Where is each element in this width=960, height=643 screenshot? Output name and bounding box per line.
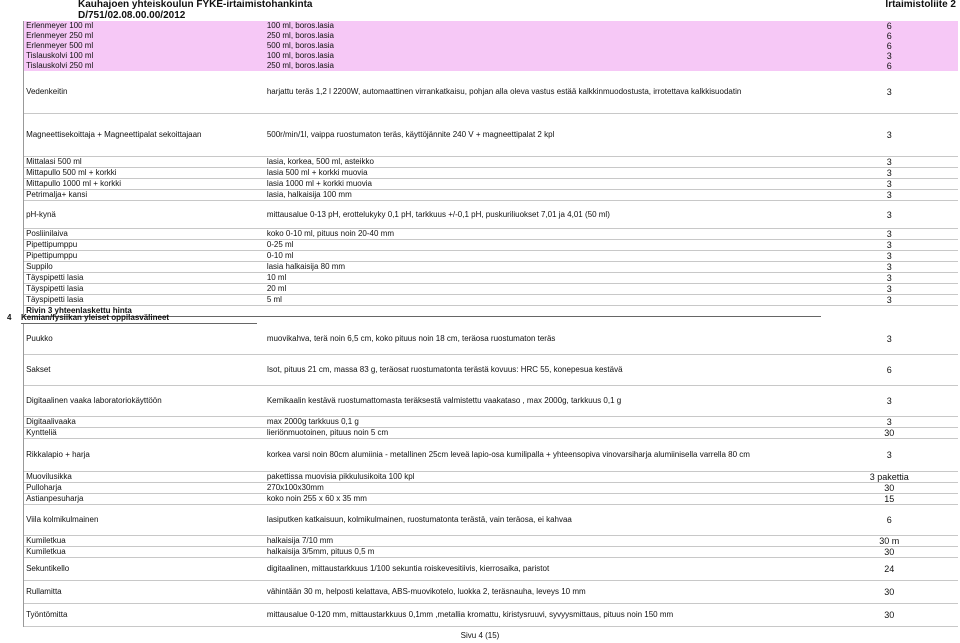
row-gutter	[0, 505, 24, 536]
equipment-table-section4	[0, 324, 958, 627]
section-title: Kemian/fysiikan yleiset oppilasvälineet	[21, 313, 257, 324]
item-name: Erlenmeyer 100 ml	[24, 21, 265, 31]
table-row	[0, 41, 958, 51]
item-spec: 20 ml	[265, 284, 821, 295]
item-qty: 3	[821, 262, 958, 273]
item-spec: 0-25 ml	[265, 240, 821, 251]
section-number: 4	[7, 313, 12, 322]
item-qty: 6	[821, 31, 958, 41]
item-name: Täyspipetti lasia	[24, 273, 265, 284]
equipment-table-top	[0, 21, 958, 317]
item-qty: 6	[821, 355, 958, 386]
item-name: Rivin 3 yhteenlaskettu hinta	[24, 306, 265, 317]
item-spec: lasia 500 ml + korkki muovia	[265, 168, 821, 179]
item-spec: koko noin 255 x 60 x 35 mm	[265, 494, 821, 505]
item-name: Työntömitta	[24, 604, 265, 627]
table-row	[0, 547, 958, 558]
item-qty: 3	[821, 386, 958, 417]
doc-title: Kauhajoen yhteiskoulun FYKE-irtaimistohankinta	[78, 0, 313, 10]
table-row	[0, 31, 958, 41]
item-qty: 3	[821, 229, 958, 240]
row-gutter	[0, 324, 24, 355]
item-name: Tislauskolvi 100 ml	[24, 51, 265, 61]
row-gutter	[0, 179, 24, 190]
item-qty: 3	[821, 251, 958, 262]
item-spec: Isot, pituus 21 cm, massa 83 g, teräosat ruostumatonta terästä kovuus: HRC 55, konepesua kestävä	[265, 355, 821, 386]
item-qty: 3	[821, 324, 958, 355]
table-row	[0, 581, 958, 604]
item-spec: halkaisija 3/5mm, pituus 0,5 m	[265, 547, 821, 558]
item-name: Magneettisekoittaja + Magneettipalat sekoittajaan	[24, 114, 265, 157]
item-spec: lasia, korkea, 500 ml, asteikko	[265, 157, 821, 168]
item-qty: 30	[821, 483, 958, 494]
table-row	[0, 324, 958, 355]
item-qty: 3	[821, 114, 958, 157]
item-spec: digitaalinen, mittaustarkkuus 1/100 sekuntia roiskevesitiivis, kierrosaika, paristot	[265, 558, 821, 581]
row-gutter	[0, 51, 24, 61]
item-name: Sekuntikello	[24, 558, 265, 581]
item-name: Vedenkeitin	[24, 71, 265, 114]
table-row	[0, 168, 958, 179]
item-name: pH-kynä	[24, 201, 265, 229]
table-row	[0, 472, 958, 483]
table-row	[0, 240, 958, 251]
item-name: Digitaalinen vaaka laboratoriokäyttöön	[24, 386, 265, 417]
item-qty: 3	[821, 71, 958, 114]
item-name: Kumiletkua	[24, 547, 265, 558]
section-heading	[0, 313, 958, 323]
item-name: Mittalasi 500 ml	[24, 157, 265, 168]
item-qty: 30	[821, 428, 958, 439]
row-gutter	[0, 157, 24, 168]
table-row	[0, 262, 958, 273]
item-spec: harjattu teräs 1,2 l 2200W, automaattinen virrankatkaisu, pohjan alla oleva vastus estää kalkkinmuodostusta, irrotettava kalkkisuodatin	[265, 71, 821, 114]
item-name: Posliinilaiva	[24, 229, 265, 240]
table-row	[0, 61, 958, 71]
item-name: Pipettipumppu	[24, 240, 265, 251]
row-gutter	[0, 483, 24, 494]
item-qty: 3	[821, 240, 958, 251]
attachment-label: Irtaimistoliite 2	[885, 0, 956, 10]
item-spec: mittausalue 0-120 mm, mittaustarkkuus 0,1mm ,metallia kromattu, kiristysruuvi, syvyysmittaus, pituus noin 150 mm	[265, 604, 821, 627]
row-gutter	[0, 114, 24, 157]
table-row	[0, 51, 958, 61]
table-row	[0, 229, 958, 240]
item-name: Pulloharja	[24, 483, 265, 494]
item-spec: lasiputken katkaisuun, kolmikulmainen, ruostumatonta terästä, vain teräosa, ei kahvaa	[265, 505, 821, 536]
item-name: Mittapullo 1000 ml + korkki	[24, 179, 265, 190]
row-gutter	[0, 355, 24, 386]
table-row	[0, 201, 958, 229]
table-row	[0, 273, 958, 284]
row-gutter	[0, 251, 24, 262]
item-spec: 270x100x30mm	[265, 483, 821, 494]
item-name: Tislauskolvi 250 ml	[24, 61, 265, 71]
item-name: Astianpesuharja	[24, 494, 265, 505]
item-spec: 250 ml, boros.lasia	[265, 61, 821, 71]
item-qty: 3	[821, 273, 958, 284]
table-row	[0, 190, 958, 201]
item-spec: 250 ml, boros.lasia	[265, 31, 821, 41]
item-name: Kyntteliä	[24, 428, 265, 439]
row-gutter	[0, 284, 24, 295]
table-row	[0, 157, 958, 168]
page-number: Sivu 4 (15)	[460, 631, 500, 640]
table-row	[0, 114, 958, 157]
row-gutter	[0, 273, 24, 284]
table-row	[0, 284, 958, 295]
item-qty: 30	[821, 604, 958, 627]
item-spec: lasia 1000 ml + korkki muovia	[265, 179, 821, 190]
item-qty: 3	[821, 201, 958, 229]
row-gutter	[0, 494, 24, 505]
item-qty: 3	[821, 157, 958, 168]
item-name: Kumiletkua	[24, 536, 265, 547]
item-qty: 30	[821, 581, 958, 604]
item-qty: 6	[821, 61, 958, 71]
item-name: Petrimalja+ kansi	[24, 190, 265, 201]
table-row	[0, 494, 958, 505]
item-name: Muovilusikka	[24, 472, 265, 483]
row-gutter	[0, 472, 24, 483]
row-gutter	[0, 536, 24, 547]
table-row	[0, 558, 958, 581]
table-row	[0, 428, 958, 439]
item-qty: 6	[821, 41, 958, 51]
item-name: Puukko	[24, 324, 265, 355]
item-spec: pakettissa muovisia pikkulusikoita 100 kpl	[265, 472, 821, 483]
table-row	[0, 179, 958, 190]
item-qty: 3	[821, 51, 958, 61]
item-spec: 500 ml, boros.lasia	[265, 41, 821, 51]
table-row	[0, 505, 958, 536]
row-gutter	[0, 428, 24, 439]
item-qty: 30	[821, 547, 958, 558]
table-row	[0, 295, 958, 306]
item-name: Pipettipumppu	[24, 251, 265, 262]
row-gutter	[0, 229, 24, 240]
row-gutter	[0, 386, 24, 417]
row-gutter	[0, 71, 24, 114]
table-row	[0, 355, 958, 386]
item-name: Rullamitta	[24, 581, 265, 604]
item-spec: lasia, halkaisija 100 mm	[265, 190, 821, 201]
table-row	[0, 251, 958, 262]
item-name: Sakset	[24, 355, 265, 386]
item-spec: Kemikaalin kestävä ruostumattomasta teräksestä valmistettu vaakataso , max 2000g, tarkkuus 0,1 g	[265, 386, 821, 417]
doc-code: D/751/02.08.00.00/2012	[78, 10, 186, 21]
item-qty: 3	[821, 295, 958, 306]
item-qty: 3	[821, 179, 958, 190]
row-gutter	[0, 201, 24, 229]
item-name: Suppilo	[24, 262, 265, 273]
row-gutter	[0, 547, 24, 558]
item-qty: 3	[821, 417, 958, 428]
table-row	[0, 386, 958, 417]
item-spec: halkaisija 7/10 mm	[265, 536, 821, 547]
item-spec: muovikahva, terä noin 6,5 cm, koko pituus noin 18 cm, teräosa ruostumaton teräs	[265, 324, 821, 355]
item-name: Digitaalivaaka	[24, 417, 265, 428]
item-spec: 5 ml	[265, 295, 821, 306]
item-qty: 6	[821, 505, 958, 536]
table-row	[0, 604, 958, 627]
row-gutter	[0, 295, 24, 306]
row-gutter	[0, 439, 24, 472]
table-row	[0, 483, 958, 494]
item-spec: koko 0-10 ml, pituus noin 20-40 mm	[265, 229, 821, 240]
item-spec: lasia halkaisija 80 mm	[265, 262, 821, 273]
row-gutter	[0, 604, 24, 627]
item-qty: 6	[821, 21, 958, 31]
item-qty: 24	[821, 558, 958, 581]
row-gutter	[0, 31, 24, 41]
item-qty: 3	[821, 284, 958, 295]
item-name: Rikkalapio + harja	[24, 439, 265, 472]
row-gutter	[0, 21, 24, 31]
item-qty: 3	[821, 190, 958, 201]
row-gutter	[0, 240, 24, 251]
item-name: Erlenmeyer 500 ml	[24, 41, 265, 51]
table-row	[0, 536, 958, 547]
table-row	[0, 21, 958, 31]
row-gutter	[0, 558, 24, 581]
item-qty: 15	[821, 494, 958, 505]
item-qty: 3 pakettia	[821, 472, 958, 483]
item-name: Täyspipetti lasia	[24, 295, 265, 306]
table-row	[0, 417, 958, 428]
item-name: Täyspipetti lasia	[24, 284, 265, 295]
row-gutter	[0, 262, 24, 273]
item-spec: 100 ml, boros.lasia	[265, 21, 821, 31]
item-spec: vähintään 30 m, helposti kelattava, ABS-muovikotelo, luokka 2, teräsnauha, leveys 10 mm	[265, 581, 821, 604]
row-gutter	[0, 581, 24, 604]
item-spec: max 2000g tarkkuus 0,1 g	[265, 417, 821, 428]
row-gutter	[0, 190, 24, 201]
item-spec: 10 ml	[265, 273, 821, 284]
item-spec: 0-10 ml	[265, 251, 821, 262]
row-gutter	[0, 168, 24, 179]
item-name: Mittapullo 500 ml + korkki	[24, 168, 265, 179]
row-gutter	[0, 417, 24, 428]
item-qty: 30 m	[821, 536, 958, 547]
item-qty: 3	[821, 168, 958, 179]
table-row	[0, 71, 958, 114]
item-spec: 500r/min/1l, vaippa ruostumaton teräs, käyttöjännite 240 V + magneettipalat 2 kpl	[265, 114, 821, 157]
item-name: Erlenmeyer 250 ml	[24, 31, 265, 41]
item-spec: lieriönmuotoinen, pituus noin 5 cm	[265, 428, 821, 439]
row-gutter	[0, 61, 24, 71]
item-spec: korkea varsi noin 80cm alumiinia - metallinen 25cm leveä lapio-osa kumilipalla + yhteensopiva vinovarsiharja alumiinisella varrella 80 cm	[265, 439, 821, 472]
item-qty: 3	[821, 439, 958, 472]
item-spec: mittausalue 0-13 pH, erottelukyky 0,1 pH, tarkkuus +/-0,1 pH, puskuriliuokset 7,01 ja 4,01 (50 ml)	[265, 201, 821, 229]
table-row	[0, 439, 958, 472]
item-spec: 100 ml, boros.lasia	[265, 51, 821, 61]
row-gutter	[0, 41, 24, 51]
item-name: Viila kolmikulmainen	[24, 505, 265, 536]
